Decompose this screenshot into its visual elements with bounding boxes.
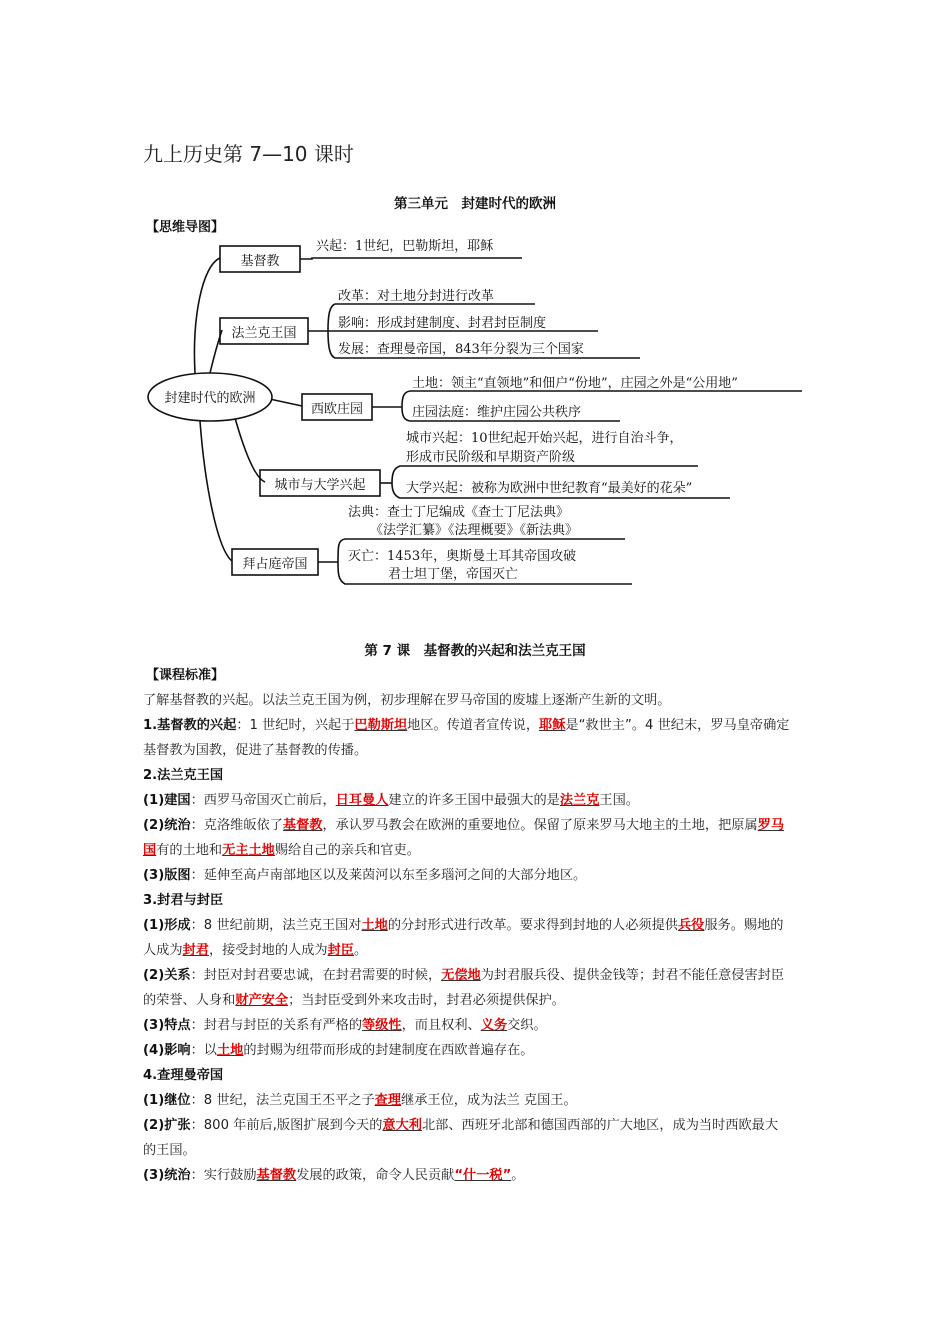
key-term: 封君 bbox=[182, 943, 209, 958]
section-heading: (4)影响 bbox=[143, 1043, 191, 1058]
section-heading: 1.基督教的兴起 bbox=[143, 718, 237, 733]
text-run: 有的土地和 bbox=[156, 843, 223, 858]
branch-christianity bbox=[194, 258, 220, 373]
section-heading: (1)形成 bbox=[143, 918, 191, 933]
key-term: 土地 bbox=[216, 1043, 244, 1058]
text-line bbox=[143, 888, 813, 913]
leaf-university: 大学兴起：被称为欧洲中世纪教育“最美好的花朵” bbox=[406, 481, 693, 496]
key-term: 无主土地 bbox=[222, 843, 275, 858]
text-run: ；当封臣受到外来攻击时，封君必须提供保护。 bbox=[288, 993, 565, 1008]
text-run: 的封赐为纽带而形成的封建制度在西欧普遍存在。 bbox=[243, 1043, 534, 1058]
text-run: ：8 世纪，法兰克国王丕平之子 bbox=[190, 1093, 375, 1108]
key-term: 等级性 bbox=[362, 1018, 402, 1033]
text-line bbox=[143, 1138, 813, 1163]
key-term: 财产安全 bbox=[235, 993, 289, 1008]
lesson-title: 第 7 课 基督教的兴起和法兰克王国 bbox=[364, 643, 586, 659]
text-line bbox=[143, 788, 813, 813]
section-heading: (3)版图 bbox=[143, 868, 191, 883]
label-christianity: 基督教 bbox=[240, 254, 280, 269]
section-heading: 3.封君与封臣 bbox=[143, 893, 224, 908]
text-run: 赐给自己的亲兵和官吏。 bbox=[274, 843, 420, 858]
key-term: 土地 bbox=[361, 918, 388, 933]
text-line bbox=[143, 938, 813, 963]
text-run: 是“救世主”。4 世纪末，罗马皇帝确定 bbox=[565, 718, 790, 733]
key-term: 日耳曼人 bbox=[335, 793, 389, 808]
text-run: ：西罗马帝国灭亡前后， bbox=[190, 793, 336, 808]
text-run: 继承王位，成为法兰 克国王。 bbox=[401, 1093, 577, 1108]
key-term: 无偿地 bbox=[441, 968, 481, 983]
section-heading: 2.法兰克王国 bbox=[143, 768, 224, 783]
text-line bbox=[143, 688, 813, 713]
text-run: 为封君服兵役、提供金钱等；封君不能任意侵害封臣 bbox=[480, 968, 785, 983]
leaf-frank-impact: 影响：形成封建制度、封君封臣制度 bbox=[338, 316, 547, 331]
text-run: 的王国。 bbox=[143, 1143, 196, 1158]
unit-title: 第三单元 封建时代的欧洲 bbox=[394, 196, 556, 212]
label-frank: 法兰克王国 bbox=[231, 326, 297, 341]
text-run: ：延伸至高卢南部地区以及莱茵河以东至多瑙河之间的大部分地区。 bbox=[190, 868, 587, 883]
text-line bbox=[143, 1063, 813, 1088]
section-heading: (1)建国 bbox=[143, 793, 191, 808]
leaf-byz-fall-1: 灭亡：1453年，奥斯曼土耳其帝国攻破 bbox=[348, 549, 577, 564]
text-line bbox=[143, 963, 813, 988]
leaf-byz-fall-2: 君士坦丁堡，帝国灭亡 bbox=[388, 567, 519, 582]
text-run: 地区。传道者宣传说， bbox=[407, 718, 540, 733]
key-term: 罗马 bbox=[757, 818, 785, 833]
key-term: 封臣 bbox=[327, 943, 354, 958]
leaf-manor-court: 庄园法庭：维护庄园公共秩序 bbox=[412, 405, 582, 420]
key-term: 巴勒斯坦 bbox=[354, 718, 408, 733]
leaf-city-rise-2: 形成市民阶级和早期资产阶级 bbox=[406, 450, 576, 465]
text-run: ：封君与封臣的关系有严格的 bbox=[190, 1018, 363, 1033]
key-term: 国 bbox=[143, 843, 157, 858]
text-run: ：克洛维皈依了 bbox=[190, 818, 283, 833]
key-term: 意大利 bbox=[382, 1118, 422, 1133]
label-byzantine: 拜占庭帝国 bbox=[242, 557, 308, 572]
text-run: ：实行鼓励 bbox=[190, 1168, 257, 1183]
text-run: 交织。 bbox=[507, 1018, 547, 1033]
text-run: 发展的政策，命令人民贡献 bbox=[296, 1168, 455, 1183]
text-run: ：8 世纪前期，法兰克王国对 bbox=[190, 918, 362, 933]
text-line bbox=[143, 838, 813, 863]
section-heading: (3)特点 bbox=[143, 1018, 191, 1033]
key-term: 耶稣 bbox=[539, 718, 566, 733]
text-run: ：以 bbox=[190, 1043, 217, 1058]
text-line bbox=[143, 1013, 813, 1038]
section-heading: (1)继位 bbox=[143, 1093, 191, 1108]
label-manor: 西欧庄园 bbox=[310, 402, 364, 417]
key-term: 基督教 bbox=[256, 1168, 297, 1183]
leaf-city-rise-1: 城市兴起：10世纪起开始兴起，进行自治斗争， bbox=[406, 431, 683, 446]
text-run: 。 bbox=[354, 943, 368, 958]
text-run: 的分封形式进行改革。要求得到封地的人必须提供 bbox=[387, 918, 678, 933]
text-line bbox=[143, 863, 813, 888]
text-run: 建立的许多王国中最强大的是 bbox=[388, 793, 560, 808]
key-term: 查理 bbox=[374, 1093, 402, 1108]
text-run: 。 bbox=[511, 1168, 525, 1183]
curriculum-standard-tag: 【课程标准】 bbox=[146, 668, 225, 683]
mindmap-tag: 【思维导图】 bbox=[146, 220, 225, 235]
leaf-byz-code-2: 《法学汇纂》《法理概要》《新法典》 bbox=[370, 523, 579, 538]
text-run: 北部、西班牙北部和德国西部的广大地区，成为当时西欧最大 bbox=[421, 1118, 779, 1133]
text-line bbox=[143, 1163, 813, 1188]
leaf-manor-land: 土地：领主“直领地”和佃户“份地”，庄园之外是“公用地” bbox=[412, 376, 738, 391]
key-term: “什一税” bbox=[454, 1168, 512, 1183]
leaf-frank-reform: 改革：对土地分封进行改革 bbox=[338, 289, 495, 304]
text-line bbox=[143, 1088, 813, 1113]
section-heading: (2)统治 bbox=[143, 818, 191, 833]
leaf-byz-code-1: 法典：查士丁尼编成《查士丁尼法典》 bbox=[348, 505, 570, 520]
text-run: 基督教为国教，促进了基督教的传播。 bbox=[143, 743, 368, 758]
text-run: ，而且权利、 bbox=[401, 1018, 481, 1033]
key-term: 兵役 bbox=[677, 918, 705, 933]
text-line bbox=[143, 913, 813, 938]
text-line bbox=[143, 988, 813, 1013]
text-run: 人成为 bbox=[143, 943, 183, 958]
text-line bbox=[143, 738, 813, 763]
lesson-body bbox=[143, 688, 813, 1188]
section-heading: (2)扩张 bbox=[143, 1118, 191, 1133]
root-label: 封建时代的欧洲 bbox=[164, 391, 256, 406]
leaf-frank-develop: 发展：查理曼帝国，843年分裂为三个国家 bbox=[338, 342, 584, 357]
text-line bbox=[143, 763, 813, 788]
text-run: ：1 世纪时，兴起于 bbox=[236, 718, 355, 733]
text-line bbox=[143, 813, 813, 838]
document-title: 九上历史第 7—10 课时 bbox=[143, 142, 354, 166]
section-heading: (2)关系 bbox=[143, 968, 191, 983]
text-run: ，承认罗马教会在欧洲的重要地位。保留了原来罗马大地主的土地，把原属 bbox=[322, 818, 758, 833]
key-term: 义务 bbox=[480, 1018, 508, 1033]
branch-byzantine bbox=[200, 421, 232, 561]
text-run: ，接受封地的人成为 bbox=[208, 943, 328, 958]
mind-map bbox=[140, 228, 820, 598]
section-heading: 4.查理曼帝国 bbox=[143, 1068, 224, 1083]
key-term: 法兰克 bbox=[559, 793, 600, 808]
key-term: 基督教 bbox=[282, 818, 323, 833]
section-heading: (3)统治 bbox=[143, 1168, 191, 1183]
text-line bbox=[143, 1038, 813, 1063]
text-run: 了解基督教的兴起。以法兰克王国为例，初步理解在罗马帝国的废墟上逐渐产生新的文明。 bbox=[143, 693, 671, 708]
leaf-christianity-rise: 兴起：1世纪，巴勒斯坦，耶稣 bbox=[316, 239, 494, 254]
text-line bbox=[143, 1113, 813, 1138]
text-line bbox=[143, 713, 813, 738]
label-city: 城市与大学兴起 bbox=[274, 478, 366, 493]
text-run: 王国。 bbox=[599, 793, 639, 808]
text-run: 服务。赐地的 bbox=[704, 918, 784, 933]
text-run: ：800 年前后,版图扩展到今天的 bbox=[190, 1118, 383, 1133]
text-run: ：封臣对封君要忠诚，在封君需要的时候， bbox=[190, 968, 442, 983]
text-run: 的荣誉、人身和 bbox=[143, 993, 236, 1008]
